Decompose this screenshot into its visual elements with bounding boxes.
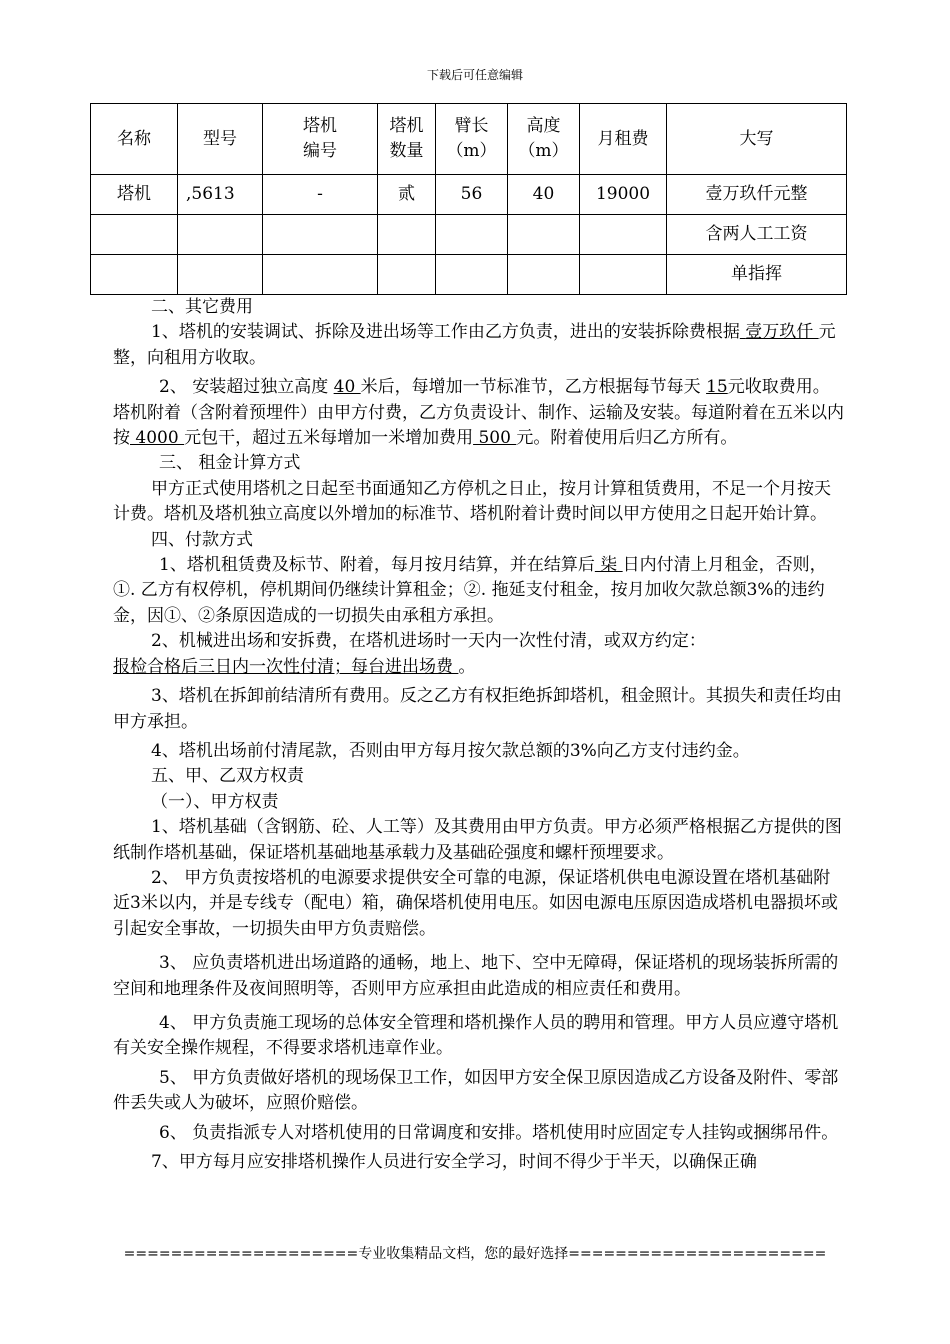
table-cell [508,255,580,295]
paragraph: 3、 应负责塔机进出场道路的通畅，地上、地下、空中无障碍，保证塔机的现场装拆所需的空间和地理条件及夜间照明等，否则甲方应承担由此造成的相应责任和费用。 [113,953,839,999]
header-note: 下载后可任意编辑 [426,68,523,82]
paragraph: 6、 负责指派专人对塔机使用的日常调度和安排。塔机使用时应固定专人挂钩或捆绑吊件。 [159,1122,839,1143]
table-cell [263,255,378,295]
table-cell [436,215,508,255]
free-height-value: 40 [333,377,361,398]
table-cell [436,255,508,295]
header-cell-model: 型号 [178,104,263,175]
header-cell-uppercase: 大写 [667,104,847,175]
paragraph: 1、塔机租赁费及标节、附着，每月按月结算，并在结算后 柒 日内付清上月租金，否则，①. 乙方有权停机，停机期间仍继续计算租金；②. 拖延支付租金，按月加收欠款总额3%的违约金，因①、②条原因造成的一切损失由承租方承担。 [113,555,827,626]
subsection-title: （一）、甲方权责 [151,791,279,812]
paragraph: 2、 安装超过独立高度 40 米后，每增加一节标准节，乙方根据每节每天 15元收取费用。塔机附着（含附着预埋件）由甲方付费，乙方负责设计、制作、运输及安装。每道附着在五米以内按 4000 元包干，超过五米每增加一米增加费用 500 元。附着使用后归乙方所有。 [113,377,844,449]
table-cell [580,255,667,295]
table-row [91,175,847,215]
table-cell [378,255,436,295]
paragraph: 3、塔机在拆卸前结清所有费用。反之乙方有权拒绝拆卸塔机，租金照计。其损失和责任均由甲方承担。 [113,686,842,732]
table-cell [178,215,263,255]
table-cell [263,215,378,255]
section-4-title: 四、付款方式 [151,529,253,550]
paragraph: 4、塔机出场前付清尾款，否则由甲方每月按欠款总额的3%向乙方支付违约金。 [151,740,750,761]
paragraph: 2、机械进出场和安拆费，在塔机进场时一天内一次性付清，或双方约定： [151,631,706,652]
paragraph: 7、甲方每月应安排塔机操作人员进行安全学习，时间不得少于半天，以确保正确 [151,1152,757,1172]
table-cell [508,215,580,255]
table-cell: 贰 [378,175,436,215]
paragraph: 2、 甲方负责按塔机的电源要求提供安全可靠的电源，保证塔机供电电源设置在塔机基础附近3米以内，并是专线专（配电）箱，确保塔机使用电压。如因电源电压原因造成塔机电器损坏或引起安全事故，一切损失由甲方负责赔偿。 [113,867,838,939]
table-cell [580,215,667,255]
header-cell-height: 高度 （m） [508,104,580,175]
table-cell [378,215,436,255]
header-cell-quantity: 塔机 数量 [378,104,436,175]
table-row [91,255,847,295]
paragraph: 1、塔机的安装调试、拆除及进出场等工作由乙方负责，进出的安装拆除费根据 壹万玖仟 元整，向租用方收取。 [113,322,836,368]
table-cell: 含两人工工资 [667,215,847,255]
section-2-title: 二、其它费用 [151,297,253,317]
table-header-row [91,104,847,175]
attachment-fee: 4000 [130,428,185,449]
table-cell: 塔机 [91,175,178,215]
paragraph: 报检合格后三日内一次性付清；每台进出场费 。 [113,656,476,677]
paragraph: 5、 甲方负责做好塔机的现场保卫工作，如因甲方安全保卫原因造成乙方设备及附件、零部件丢失或人为破坏，应照价赔偿。 [113,1067,839,1114]
payment-days: 柒 [594,555,623,576]
header-cell-name: 名称 [91,104,178,175]
contract-body [113,295,846,1175]
install-fee-amount: 壹万玖仟 [745,322,819,343]
table-cell: 壹万玖仟元整 [667,175,847,215]
section-daily-fee: 15 [706,377,728,398]
extra-meter-fee: 500 [473,428,517,449]
table-cell: 40 [508,175,580,215]
table-cell: 56 [436,175,508,215]
table-cell [91,215,178,255]
table-cell: ,5613 [178,175,263,215]
table-row [91,215,847,255]
table-cell: 19000 [580,175,667,215]
agreed-terms: 报检合格后三日内一次性付清；每台进出场费 [113,656,459,677]
paragraph: 甲方正式使用塔机之日起至书面通知乙方停机之日止，按月计算租赁费用，不足一个月按天计费。塔机及塔机独立高度以外增加的标准节、塔机附着计费时间以甲方使用之日起开始计算。 [113,478,831,525]
tower-crane-table [90,103,847,295]
header-cell-arm-length: 臂长 （m） [436,104,508,175]
header-cell-monthly-rent: 月租费 [580,104,667,175]
table-cell [91,255,178,295]
header-cell-number: 塔机 编号 [263,104,378,175]
paragraph: 1、塔机基础（含钢筋、砼、人工等）及其费用由甲方负责。甲方必须严格根据乙方提供的图纸制作塔机基础，保证塔机基础地基承载力及基础砼强度和螺杆预埋要求。 [113,817,842,863]
table-cell: - [263,175,378,215]
paragraph: 4、 甲方负责施工现场的总体安全管理和塔机操作人员的聘用和管理。甲方人员应遵守塔机有关安全操作规程，不得要求塔机违章作业。 [113,1012,839,1059]
table-cell [178,255,263,295]
section-3-title: 三、 租金计算方式 [159,453,301,474]
table-cell: 单指挥 [667,255,847,295]
footer-note: ====================专业收集精品文档，您的最好选择====================== [123,1246,827,1262]
section-5-title: 五、甲、乙双方权责 [151,766,304,787]
